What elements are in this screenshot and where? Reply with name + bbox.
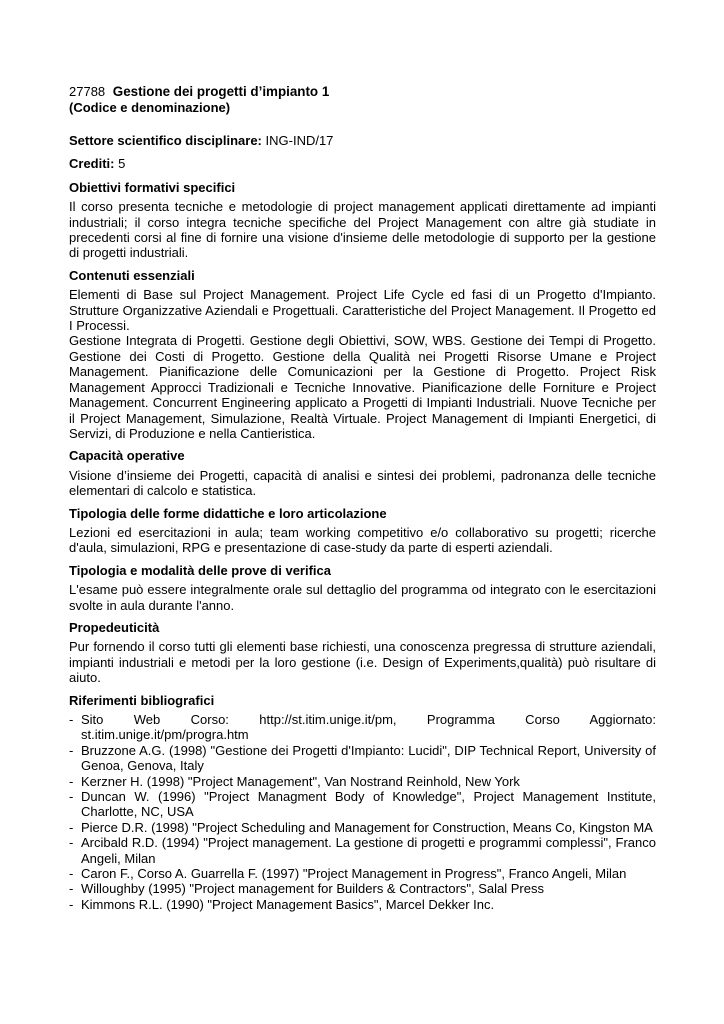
propedeuticita-text: Pur fornendo il corso tutti gli elementi base richiesti, una conoscenza pregressa di strutture aziendali, impianti industriali e metodi per la loro gestione (i.e. Design of Experiments,qualità) può risultare di aiuto. — [69, 639, 656, 686]
propedeuticita-heading: Propedeuticità — [69, 619, 160, 635]
contenuti-text-2: Gestione Integrata di Progetti. Gestione degli Obiettivi, SOW, WBS. Gestione dei Tempi di Progetto. Gestione dei Costi di Progetto. Gestione della Qualità nei Progetti Risorse Umane e Project Management. Pianificazione delle Comunicazioni per la Gestione di Progetto. Project Risk Management Approcci Tradizionali e Tecniche Innovative. Pianificazione delle Forniture e Project Management. Concurrent Engineering applicato a Progetti di Impianti Industriali. Nuove Tecniche per il Project Management, Simulazione, Realtà Virtuale. Project Management di Impianti Energetici, di Servizi, di Produzione e nella Cantieristica. — [69, 333, 656, 441]
settore-value: ING-IND/17 — [265, 133, 334, 148]
course-code: 27788 — [69, 84, 106, 99]
crediti-label: Crediti: — [69, 156, 115, 172]
obiettivi-text: Il corso presenta tecniche e metodologie di project management applicati direttamente ad impianti industriali; il corso integra tecniche specifiche del Project Management con altre già studiate in precedenti corsi al fine di fornire una visione d'insieme delle metodologie di supporto per la gestione di progetti industriali. — [69, 199, 656, 261]
course-title-line — [69, 84, 656, 100]
document-page — [69, 84, 656, 912]
riferimenti-heading: Riferimenti bibliografici — [69, 692, 215, 708]
settore-label: Settore scientifico disciplinare: — [69, 133, 262, 148]
tipologia-prove-heading: Tipologia e modalità delle prove di verifica — [69, 562, 331, 578]
reference-item: - Caron F., Corso A. Guarrella F. (1997) "Project Management in Progress", Franco Angeli, Milan — [69, 866, 627, 882]
contenuti-heading: Contenuti essenziali — [69, 267, 195, 283]
contenuti-text-1: Elementi di Base sul Project Management. Project Life Cycle ed fasi di un Progetto d'Impianto. Strutture Organizzative Aziendali e Progettuali. Caratteristiche del Project Management. Il Progetto ed I Processi. — [69, 287, 656, 334]
course-subtitle: (Codice e denominazione) — [69, 100, 231, 115]
reference-item: - Pierce D.R. (1998) "Project Scheduling and Management for Construction, Means Co, Kingston MA — [69, 819, 653, 835]
reference-item: - Bruzzone A.G. (1998) "Gestione dei Progetti d'Impianto: Lucidi", DIP Technical Report, University of Genoa, Genova, Italy — [69, 742, 656, 774]
reference-item: - Willoughby (1995) "Project management for Builders & Contractors", Salal Press — [69, 881, 544, 897]
capacita-heading: Capacità operative — [69, 448, 185, 464]
settore-field — [69, 133, 656, 148]
reference-item: - Sito Web Corso: http://st.itim.unige.it/pm, Programma Corso Aggiornato: st.itim.unige.it/pm/progra.htm — [69, 712, 656, 743]
tipologia-forme-heading: Tipologia delle forme didattiche e loro articolazione — [69, 505, 387, 521]
reference-item: - Kimmons R.L. (1990) "Project Management Basics", Marcel Dekker Inc. — [69, 896, 495, 912]
tipologia-forme-text: Lezioni ed esercitazioni in aula; team working competitivo e/o collaborativo su progetti; ricerche d'aula, simulazioni, RPG e presentazione di case-study da parte di esperti aziendali. — [69, 524, 656, 556]
reference-item: - Duncan W. (1996) "Project Managment Body of Knowledge", Project Management Institute, Charlotte, NC, USA — [69, 789, 656, 820]
references-list — [69, 712, 656, 912]
obiettivi-heading: Obiettivi formativi specifici — [69, 179, 236, 195]
capacita-text: Visione d’insieme dei Progetti, capacità di analisi e sintesi dei problemi, padronanza delle tecniche elementari di calcolo e statistica. — [69, 467, 656, 499]
tipologia-prove-text: L'esame può essere integralmente orale sul dettaglio del programma od integrato con le esercitazioni svolte in aula durante l'anno. — [69, 582, 656, 613]
crediti-field — [69, 156, 656, 171]
crediti-value: 5 — [118, 156, 126, 172]
reference-item: - Arcibald R.D. (1994) "Project management. La gestione di progetti e programmi complessi", Franco Angeli, Milan — [69, 835, 656, 866]
reference-item: - Kerzner H. (1998) "Project Management", Van Nostrand Reinhold, New York — [69, 773, 520, 789]
course-title: Gestione dei progetti d’impianto 1 — [112, 84, 330, 99]
